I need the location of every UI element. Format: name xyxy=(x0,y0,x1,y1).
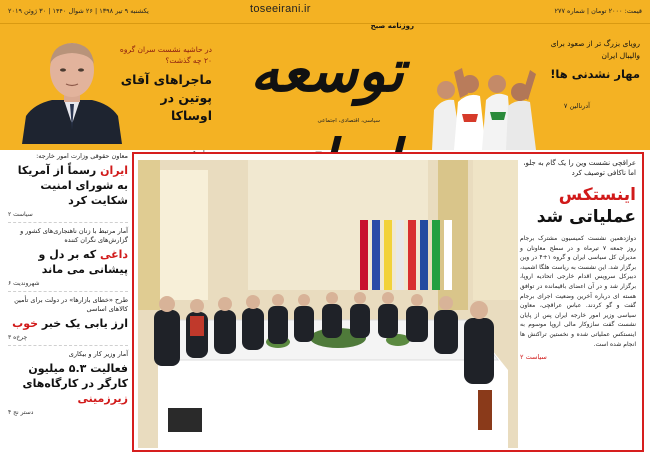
sidebar-headline xyxy=(8,316,128,331)
issue-date: یکشنبه ۹ تیر ۱۳۹۸ | ۲۶ شوال ۱۴۴۰ | ۳۰ ژوئن ۲۰۱۹ xyxy=(8,7,149,15)
teaser-kicker: رویای بزرگ تر از صعود برای والیبال ایران xyxy=(550,39,640,60)
price-issue: قیمت: ۲۰۰۰ تومان | شماره ۲۷۷ xyxy=(554,7,642,15)
sidebar-item-2[interactable] xyxy=(8,227,128,292)
logo-title: توسعه xyxy=(250,37,404,105)
sidebar-headline xyxy=(8,247,128,277)
sidebar-kicker: آمار وزیر کار و بیکاری xyxy=(68,350,128,358)
teaser-headline: مهار نشدنی ها! xyxy=(550,67,640,81)
headline-highlight: زیرزمینی xyxy=(77,392,128,405)
logo-small-text: روزنامه صبح xyxy=(370,22,414,30)
headline-highlight: ایران xyxy=(100,164,128,177)
headline-highlight: داغی xyxy=(99,248,128,261)
sidebar-page-ref: شهروندیت ۶ xyxy=(8,280,40,287)
main-kicker: عراقچی نشست وین را یک گام به جلو، اما ناکافی توصیف کرد xyxy=(523,159,636,177)
sidebar-item-1[interactable] xyxy=(8,152,128,223)
newspaper-logo[interactable] xyxy=(222,20,432,138)
sidebar-item-4[interactable] xyxy=(8,350,128,420)
main-page-ref: سیاست ۲ xyxy=(520,353,547,362)
site-url[interactable]: toseeirani.ir xyxy=(250,3,311,15)
putin-portrait-image xyxy=(12,34,132,144)
headline-highlight: خوب xyxy=(12,317,39,330)
headline-rest: رسماً از آمریکا به شورای امنیت شکایت کرد xyxy=(17,164,128,207)
teaser-putin[interactable] xyxy=(0,24,220,146)
main-story[interactable] xyxy=(132,152,644,452)
headline-rest: ارز یابی یک خبر xyxy=(38,317,128,330)
main-headline-red: اینستکس xyxy=(558,185,636,205)
sidebar-page-ref: سیاست ۲ xyxy=(8,211,33,218)
sidebar-kicker: معاون حقوقی وزارت امور خارجه: xyxy=(36,152,128,160)
news-sidebar xyxy=(8,152,128,452)
main-story-text xyxy=(520,158,636,361)
logo-tagline: سیاسی، اقتصادی، اجتماعی xyxy=(317,118,380,124)
teaser-headline: ماجراهای آقای پوتین در اوساکا xyxy=(120,72,212,123)
main-body: دوازدهمین نشست کمیسیون مشترک برجام روز جمعه ۷ تیرماه و در سطح معاونان و مدیران کل سیاسی ایران و گروه ۱+۴ در وین برگزار شد. این نشست به ریاست هلگا اشمید، دبیرکل سرویس اقدام خارجی اتحادیه اروپا، برگزار شد و در آن اعضای باقیمانده در توافق هسته ای درباره آخرین وضعیت اجرای برجام گفت و گو کردند. عباس عراقچی، معاون سیاسی وزیر امور خارجه ایران پس از پایان نشست گفت سازوکار مالی اروپا موسوم به اینستکس عملیاتی شده و نخستین تراکنش ها انجام شده است. xyxy=(520,235,636,348)
main-headline: عملیاتی شد xyxy=(536,207,636,227)
sidebar-headline xyxy=(8,361,128,406)
sidebar-page-ref: دستر نج ۴ xyxy=(8,409,34,416)
sidebar-item-3[interactable] xyxy=(8,296,128,346)
sidebar-kicker: آمار مرتبط با زنان ناهنجاری‌های کشور و گزارش‌های نگران کننده xyxy=(20,227,128,244)
sidebar-page-ref: چرخ‌ه ۳ xyxy=(8,334,28,341)
headline-rest: فعالیت ۵.۳ میلیون کارگر در کارگاه‌های xyxy=(22,362,128,390)
volleyball-team-image xyxy=(432,54,537,150)
teaser-kicker: در حاشیه نشست سران گروه ۲۰ چه گذشت؟ xyxy=(119,45,212,65)
vienna-meeting-photo xyxy=(138,160,518,448)
sidebar-headline xyxy=(8,163,128,208)
sidebar-kicker: طرح «خطای بازارها» در دولت برای تأمین کالاهای اساسی xyxy=(14,296,128,313)
headline-rest: که بر دل و پیشانی می ماند xyxy=(38,248,128,276)
teaser-volleyball[interactable] xyxy=(432,24,650,150)
teaser-section: آدرنالین ۷ xyxy=(563,102,590,110)
